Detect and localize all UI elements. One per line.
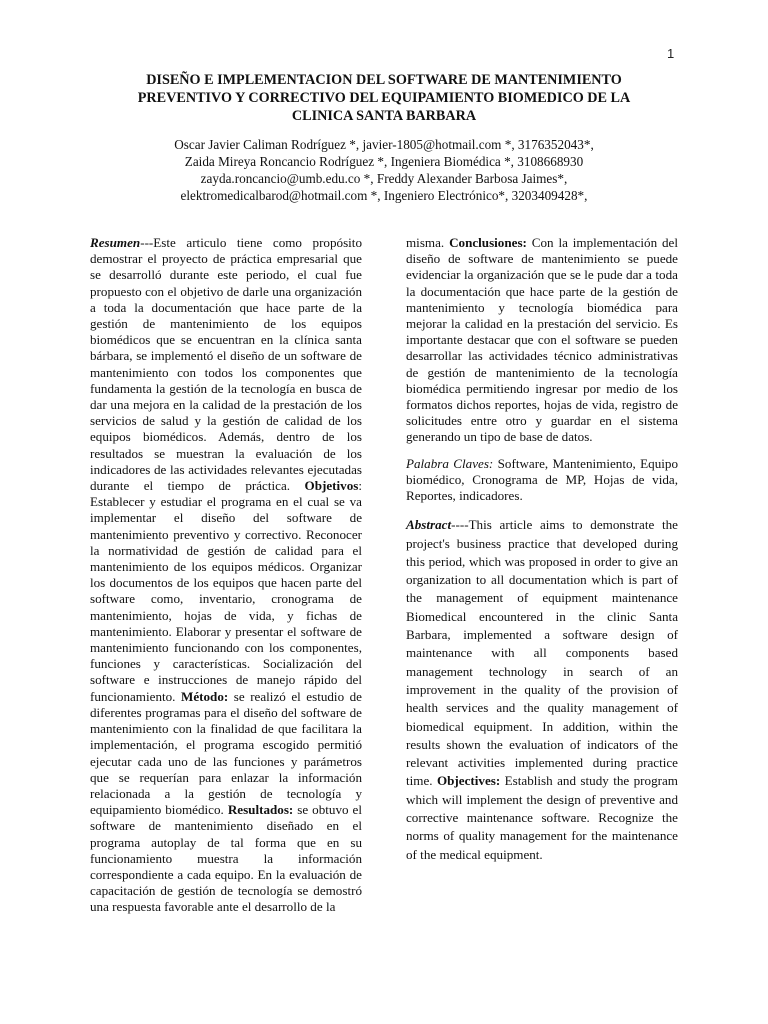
page-number: 1	[667, 46, 675, 61]
conclusiones-text: mantenimiento	[533, 251, 621, 267]
objetivos-text: : Establecer y estudiar el programa en el cual se va implementar el diseño del software de mantenimiento preventivo y correctivo. Reconocer la normatividad de gestión de calidad para el mantenimiento de los equipos médicos. Organizar los documentos de los equipos que hacen parte del software como, inventario, cronograma de mantenimiento, hojas de vida, y fichas de mantenimiento. Elaborar y presentar el software de mantenimiento funcionando con los componentes, funciones y características. Socialización del software e instrucciones de manejo rápido del funcionamiento.	[90, 478, 362, 704]
conclusiones-text: pueden	[635, 332, 678, 348]
conclusiones-text: la	[602, 283, 618, 299]
conclusiones-text: de	[660, 283, 678, 299]
conclusiones-text: toda	[652, 267, 678, 283]
conclusiones-text: pude	[593, 267, 623, 283]
conclusiones-text: actividades	[482, 348, 548, 364]
conclusiones-text: en	[502, 316, 520, 332]
conclusiones-text: la	[446, 316, 461, 332]
conclusiones-text: para	[641, 299, 678, 315]
conclusiones-text: formatos	[406, 397, 453, 413]
objectives-text: Establish and study the program which will implement the design of preventive and corrective maintenance software. Recognize the norms of quality management for the maintenance of the medical equipment.	[406, 773, 678, 862]
paper-title	[90, 71, 678, 125]
objectives-label: Objectives:	[436, 773, 501, 789]
conclusiones-text: puede	[638, 251, 678, 267]
conclusiones-text: gestión	[617, 283, 661, 299]
conclusiones-text: otro	[496, 413, 527, 429]
conclusiones-text: de	[574, 364, 596, 380]
author-line: zayda.roncancio@umb.edu.co *, Freddy Alexander Barbosa Jaimes*,	[200, 171, 568, 186]
title-line: CLINICA SANTA BARBARA	[291, 108, 477, 124]
conclusiones-text: se	[620, 332, 636, 348]
conclusiones-label: Conclusiones:	[449, 235, 527, 250]
column-left	[90, 235, 362, 916]
conclusiones-text: Es	[660, 316, 679, 332]
conclusiones-text: software	[460, 251, 514, 267]
keywords-label: Palabra Claves:	[406, 455, 494, 471]
column-right	[406, 235, 678, 864]
conclusiones-text: tecnología	[614, 364, 678, 380]
conclusiones-text: de	[542, 429, 559, 445]
conclusiones-text: prestación	[533, 316, 592, 332]
abstract-separator: ----	[451, 517, 469, 533]
conclusiones-text: las	[461, 348, 483, 364]
conclusiones-text: registro	[617, 397, 662, 413]
conclusiones-text: ingresar	[529, 380, 578, 396]
conclusiones-text: de	[513, 251, 534, 267]
conclusiones-text: hace	[524, 283, 554, 299]
author-block	[100, 136, 668, 204]
conclusiones-text: la	[553, 235, 568, 250]
keywords-text: Software, Mantenimiento, Equipo biomédico, Cronograma de MP, Hojas de vida, Reportes, indicadores.	[406, 455, 678, 504]
conclusiones-text: se	[620, 251, 639, 267]
conclusiones-text: de	[661, 397, 679, 413]
resultados-text: misma.	[406, 235, 445, 250]
conclusiones-text: reportes,	[490, 397, 541, 413]
conclusiones-text: solicitudes	[406, 413, 463, 429]
conclusiones-text: de	[406, 364, 419, 380]
abstract-paragraph	[406, 516, 678, 864]
abstract-label: Abstract	[406, 517, 452, 533]
conclusiones-text: importante	[406, 332, 463, 348]
conclusiones-text: la	[406, 283, 416, 299]
conclusiones-text: entre	[462, 413, 497, 429]
conclusiones-text: mejorar	[406, 316, 447, 332]
resumen-paragraph	[90, 235, 362, 916]
conclusiones-text: mantenimiento	[406, 299, 485, 315]
conclusiones-text: tipo	[476, 429, 501, 445]
conclusiones-text: documentación	[415, 283, 501, 299]
metodo-text: se realizó el estudio de diferentes programas para el diseño del software de mantenimiento con la finalidad de que facilitara la implementación, el programa escogido permitió ejecutar cada uno de las funciones y parámetros que se requerían para enlazar la información relacionada a la gestión de tecnología y equipamiento biomédico.	[90, 688, 362, 818]
conclusiones-text: por	[577, 380, 601, 396]
conclusiones-text: un	[460, 429, 477, 445]
resumen-separator: ---	[140, 235, 154, 250]
resultados-text: se obtuvo el software de mantenimiento diseñado en el programa autoplay de tal forma que en su funcionamiento muestra la información correspondiente a cada equipo. En la evaluación de capacitación de gestión de tecnología se demostró una respuesta favorable ante el desarrollo de la	[90, 802, 362, 915]
conclusiones-text: diseño	[406, 251, 441, 267]
metodo-label: Método:	[180, 688, 229, 704]
conclusiones-text: sistema	[629, 413, 678, 429]
conclusiones-text: calidad	[460, 316, 503, 332]
conclusiones-text: que	[500, 283, 525, 299]
conclusiones-text: se	[566, 267, 581, 283]
conclusiones-text: evidenciar	[406, 267, 461, 283]
conclusiones-text: parte	[553, 283, 586, 299]
conclusiones-text: de	[571, 397, 588, 413]
conclusiones-text: dichos	[452, 397, 491, 413]
conclusiones-text: la	[460, 267, 474, 283]
objetivos-label: Objetivos	[304, 478, 359, 494]
conclusiones-text: los	[657, 380, 679, 396]
abstract-intro: This article aims to demonstrate the project's business practice that developed during this period, which was proposed in order to give an organization to all documentation which is part of the management of equipment maintenance Biomedical encountered in the clinic Santa Barbara, implemented a software design of maintenance with all components based management technology in search of an improvement in the quality of the provision of health services and the quality management of biomedical equipment. In addition, within the results shown the evaluation of indicators of the relevant activities implemented during practice time.	[406, 517, 678, 789]
conclusiones-text: servicio.	[611, 316, 661, 332]
conclusiones-text: le	[580, 267, 594, 283]
conclusiones-text: de	[638, 380, 658, 396]
conclusiones-text: biomédica	[406, 380, 461, 396]
conclusiones-text: la	[519, 316, 534, 332]
conclusiones-text: hojas	[540, 397, 572, 413]
conclusiones-text: desarrollar	[406, 348, 462, 364]
conclusiones-text: en	[590, 413, 612, 429]
conclusiones-text: de	[500, 429, 517, 445]
conclusiones-text: vida,	[587, 397, 618, 413]
conclusiones-text: de	[585, 283, 603, 299]
conclusiones-text: destacar	[462, 332, 511, 348]
conclusiones-text: base	[516, 429, 543, 445]
conclusiones-text: permitiendo	[460, 380, 530, 396]
conclusiones-text: y	[526, 413, 542, 429]
resumen-label: Resumen	[90, 235, 141, 250]
resumen-continuation	[406, 235, 678, 446]
conclusiones-text: de	[465, 364, 487, 380]
conclusiones-text: y	[484, 299, 505, 315]
conclusiones-text: del	[657, 235, 678, 250]
conclusiones-text: de	[440, 251, 461, 267]
conclusiones-text: con	[533, 332, 557, 348]
conclusiones-text: guardar	[542, 413, 591, 429]
conclusiones-text: que	[544, 267, 567, 283]
conclusiones-text: el	[611, 413, 630, 429]
conclusiones-text: software	[570, 332, 621, 348]
conclusiones-text: del	[591, 316, 612, 332]
conclusiones-text: biomédica	[573, 299, 642, 315]
conclusiones-text: dar	[622, 267, 643, 283]
title-line: DISEÑO E IMPLEMENTACION DEL SOFTWARE DE MANTENIMIENTO	[146, 72, 622, 88]
conclusiones-text: generando	[406, 429, 461, 445]
conclusiones-text: técnico	[547, 348, 592, 364]
conclusiones-text: Con	[531, 235, 554, 250]
conclusiones-text: gestión	[418, 364, 466, 380]
conclusiones-text: la	[595, 364, 615, 380]
resumen-intro: Este articulo tiene como propósito demostrar el proyecto de práctica empresarial que se desarrolló durante este periodo, el cual fue propuesto con el objetivo de darle una organización a toda la documentación que hace parte de la gestión de mantenimiento de los equipos biomédicos que se encuentran en la clínica santa bárbara, se implementó el diseño de un software de mantenimiento con todos los componentes que fundamenta la gestión de la tecnología en busca de dar una mejora en la calidad de la prestación de los servicios de salud y la gestión de calidad de los equipos biomédicos. Además, dentro de los resultados se muestran la evaluación de los indicadores de las actividades relevantes ejecutadas durante el tiempo de práctica.	[90, 235, 362, 494]
conclusiones-text: mantenimiento	[486, 364, 575, 380]
conclusiones-text: organización	[473, 267, 545, 283]
conclusiones-text: tecnología	[504, 299, 574, 315]
title-line: PREVENTIVO Y CORRECTIVO DEL EQUIPAMIENTO BIOMEDICO DE LA	[137, 90, 631, 106]
author-line: Oscar Javier Caliman Rodríguez *, javier-1805@hotmail.com *, 3176352043*,	[174, 137, 594, 152]
author-line: Zaida Mireya Roncancio Rodríguez *, Ingeniera Biomédica *, 3108668930	[184, 154, 584, 169]
author-line: elektromedicalbarod@hotmail.com *, Ingeniero Electrónico*, 3203409428*,	[180, 188, 588, 203]
conclusiones-text: que	[510, 332, 534, 348]
conclusiones-text: medio	[600, 380, 639, 396]
conclusiones-text: implementación	[567, 235, 658, 250]
conclusiones-text: datos.	[558, 429, 593, 445]
conclusiones-text: el	[556, 332, 571, 348]
conclusiones-text: a	[642, 267, 652, 283]
conclusiones-text: administrativas	[591, 348, 679, 364]
resultados-label: Resultados:	[227, 802, 294, 818]
keywords-paragraph	[406, 456, 678, 505]
